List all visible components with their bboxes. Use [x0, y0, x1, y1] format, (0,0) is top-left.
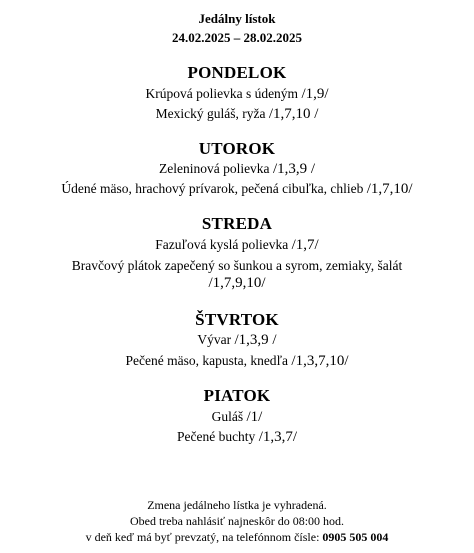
- dish-name: Mexický guláš, ryža: [155, 106, 266, 121]
- menu-item-tuesday-main: [0, 182, 474, 197]
- day-title-friday: PIATOK: [203, 386, 271, 405]
- dish-name: Fazuľová kyslá polievka: [155, 237, 289, 252]
- allergen-codes: /1,9/: [301, 86, 329, 102]
- dish-name: Pečené buchty: [176, 429, 256, 444]
- allergen-codes: /1,7,10/: [366, 181, 413, 197]
- menu-title: Jedálny lístok: [198, 11, 276, 26]
- menu-item-wednesday-soup: [0, 238, 474, 253]
- menu-item-monday-soup: [0, 87, 474, 102]
- allergen-codes: /1,3,7,10/: [291, 353, 349, 369]
- allergen-codes: /1,7/: [291, 237, 319, 253]
- phone-number[interactable]: 0905 505 004: [322, 530, 389, 544]
- allergen-codes: /1,7,9,10/: [208, 275, 266, 291]
- allergen-codes: /1,3,9 /: [272, 161, 316, 177]
- day-title-thursday: ŠTVRTOK: [195, 310, 279, 329]
- menu-item-friday-soup: [0, 410, 474, 425]
- footer-note-change: Zmena jedálneho lístka je vyhradená.: [147, 498, 327, 512]
- footer-phone-label: v deň keď má byť prevzatý, na telefónnom čísle:: [85, 530, 320, 544]
- allergen-codes: /1,7,10 /: [268, 106, 319, 122]
- allergen-codes: /1/: [246, 409, 263, 425]
- footer-note-phone: [0, 531, 474, 543]
- menu-item-thursday-soup: [0, 333, 474, 348]
- allergen-codes: /1,3,9 /: [234, 332, 277, 348]
- menu-item-wednesday-main: Bravčový plátok zapečený so šunkou a syrom, zemiaky, šalát: [71, 258, 403, 273]
- menu-item-wednesday-main-allergens: [0, 276, 474, 291]
- dish-name: Guláš: [211, 409, 244, 424]
- menu-item-monday-main: [0, 107, 474, 122]
- day-title-wednesday: STREDA: [201, 214, 273, 233]
- dish-name: Krúpová polievka s údeným: [145, 86, 299, 101]
- allergen-codes: /1,3,7/: [258, 429, 298, 445]
- dish-name: Pečené mäso, kapusta, knedľa: [125, 353, 289, 368]
- dish-name: Zeleninová polievka: [158, 161, 270, 176]
- menu-item-thursday-main: [0, 354, 474, 369]
- dish-name: Vývar: [197, 332, 232, 347]
- day-title-tuesday: UTOROK: [198, 139, 276, 158]
- day-title-monday: PONDELOK: [187, 63, 287, 82]
- menu-date-range: 24.02.2025 – 28.02.2025: [172, 30, 302, 45]
- footer-note-order-deadline: Obed treba nahlásiť najneskôr do 08:00 hod.: [129, 514, 345, 528]
- menu-item-friday-main: [0, 430, 474, 445]
- dish-name: Údené mäso, hrachový prívarok, pečená cibuľka, chlieb: [61, 181, 364, 196]
- menu-item-tuesday-soup: [0, 162, 474, 177]
